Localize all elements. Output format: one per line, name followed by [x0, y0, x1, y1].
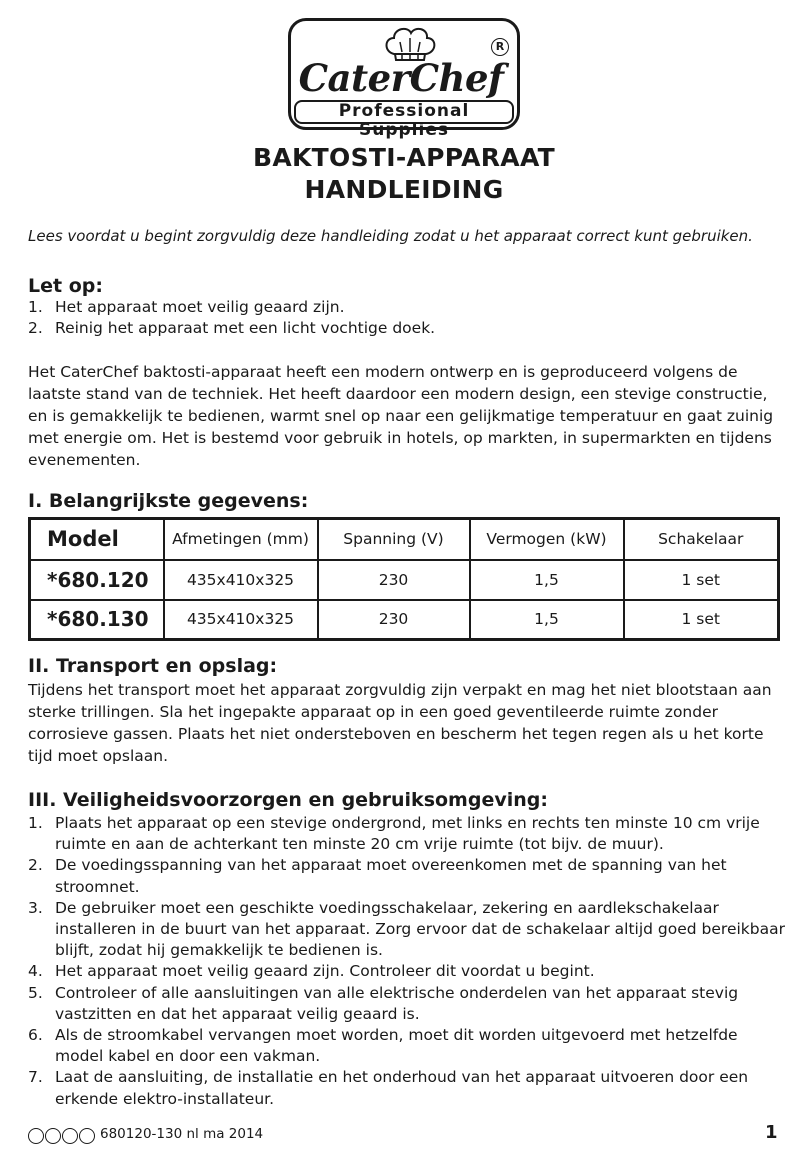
list-text: De gebruiker moet een geschikte voedingsschakelaar, zekering en aardlekschakelaar installeren in de buurt van het apparaat. Zorg ervoor dat de schakelaar altijd goed bereikbaar blijft, zodat hij gemakkelijk te bedienen is.: [55, 898, 785, 960]
table-header: Spanning (V): [318, 519, 470, 560]
list-item: [28, 297, 788, 318]
specifications-table: [28, 517, 780, 641]
list-item: [28, 1067, 788, 1109]
document-title-line-1: BAKTOSTI-APPARAAT: [252, 143, 556, 172]
list-item: [28, 813, 788, 855]
table-cell: 1,5: [470, 600, 624, 640]
list-text: Reinig het apparaat met een licht vochtige doek.: [55, 319, 436, 338]
page-number: 1: [765, 1122, 778, 1143]
table-header: Model: [30, 519, 164, 560]
section-2-heading: II. Transport en opslag:: [28, 655, 278, 677]
list-number: 6.: [28, 1026, 43, 1045]
list-item: [28, 318, 788, 339]
table-header: Vermogen (kW): [470, 519, 624, 560]
list-number: 2.: [28, 319, 43, 338]
list-text: Het apparaat moet veilig geaard zijn. Controleer dit voordat u begint.: [55, 962, 595, 981]
section-1-heading: I. Belangrijkste gegevens:: [28, 490, 309, 512]
table-cell: 230: [318, 560, 470, 600]
list-number: 5.: [28, 983, 43, 1002]
intro-text: Lees voordat u begint zorgvuldig deze handleiding zodat u het apparaat correct kunt gebruiken.: [28, 227, 753, 245]
list-item: [28, 898, 788, 962]
document-code: 680120-130 nl ma 2014: [100, 1126, 264, 1142]
list-number: 3.: [28, 898, 43, 917]
list-text: Plaats het apparaat op een stevige ondergrond, met links en rechts ten minste 10 cm vrije ruimte en aan de achterkant ten minste 20 cm vrije ruimte (tot bijv. de muur).: [55, 814, 760, 854]
caterchef-logo: [288, 18, 520, 140]
table-header: Schakelaar: [624, 519, 779, 560]
circle-icon: [79, 1128, 95, 1144]
logo-brand: CaterChef: [298, 56, 504, 100]
let-op-heading: Let op:: [28, 275, 103, 297]
list-item: [28, 855, 788, 897]
table-row: [30, 560, 779, 600]
table-cell: 435x410x325: [164, 560, 318, 600]
table-cell: 1 set: [624, 600, 779, 640]
list-number: 1.: [28, 298, 43, 316]
registered-mark: R: [491, 38, 509, 56]
list-item: [28, 961, 788, 982]
footer-circles-icon: [28, 1128, 96, 1144]
table-row: [30, 600, 779, 640]
circle-icon: [28, 1128, 44, 1144]
circle-icon: [45, 1128, 61, 1144]
transport-text: Tijdens het transport moet het apparaat zorgvuldig zijn verpakt en mag het niet blootstaan aan sterke trillingen. Sla het ingepakte apparaat op in een goed geventileerde ruimte zonder corrosieve gassen. Plaats het niet ondersteboven en bescherm het tegen regen als u het korte tijd moet opslaan.: [28, 681, 772, 765]
list-item: [28, 983, 788, 1025]
safety-list: [28, 813, 788, 1110]
list-number: 2.: [28, 856, 43, 875]
list-text: Als de stroomkabel vervangen moet worden, moet dit worden uitgevoerd met hetzelfde model kabel en door een vakman.: [55, 1026, 738, 1066]
table-cell: 230: [318, 600, 470, 640]
list-text: Controleer of alle aansluitingen van alle elektrische onderdelen van het apparaat stevig vastzitten en dat het apparaat veilig geaard is.: [55, 983, 739, 1023]
list-text: Het apparaat moet veilig geaard zijn.: [55, 298, 345, 316]
table-header: Afmetingen (mm): [164, 519, 318, 560]
product-description: Het CaterChef baktosti-apparaat heeft een modern ontwerp en is geproduceerd volgens de laatste stand van de techniek. Het heeft daardoor een modern design, een stevige constructie, en is gemakkelijk te bedienen, warmt snel op naar een gelijkmatige temperatuur en gaat zuinig met energie om. Het is bestemd voor gebruik in hotels, op markten, in supermarkten en tijdens evenementen.: [28, 363, 774, 469]
table-cell: 1 set: [624, 560, 779, 600]
table-cell: 435x410x325: [164, 600, 318, 640]
document-title-line-2: HANDLEIDING: [304, 175, 504, 204]
table-cell-model: *680.130: [30, 600, 164, 640]
list-number: 1.: [28, 814, 43, 832]
list-text: De voedingsspanning van het apparaat moet overeenkomen met de spanning van het stroomnet.: [55, 856, 727, 896]
list-item: [28, 1025, 788, 1067]
table-header-row: [30, 519, 779, 560]
section-3-heading: III. Veiligheidsvoorzorgen en gebruiksomgeving:: [28, 789, 548, 811]
table-cell-model: *680.120: [30, 560, 164, 600]
list-text: Laat de aansluiting, de installatie en het onderhoud van het apparaat uitvoeren door een erkende elektro-installateur.: [55, 1068, 749, 1108]
list-number: 4.: [28, 962, 43, 981]
circle-icon: [62, 1128, 78, 1144]
table-cell: 1,5: [470, 560, 624, 600]
list-number: 7.: [28, 1068, 43, 1087]
let-op-list: [28, 297, 788, 339]
logo-tagline: Professional Supplies: [294, 100, 514, 124]
